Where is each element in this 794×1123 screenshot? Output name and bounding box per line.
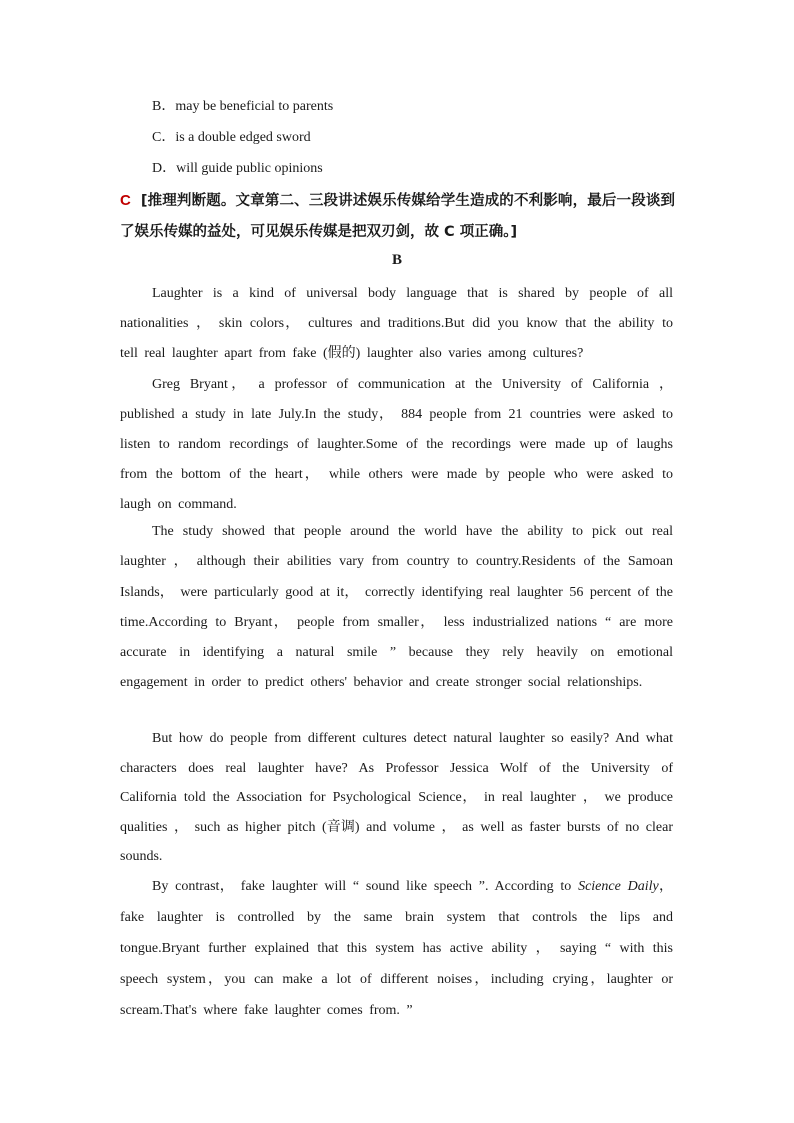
paragraph-2: Greg Bryant， a professor of communication at the University of California ， published a study in late July.In the study， 884 people from 21 countries were asked to listen to random recordings of laughter.Some of the recordings were made up of laughs from the bottom of the heart， while others were made by people who were asked to laugh on command. — [120, 377, 673, 512]
option-d: D．will guide public opinions — [152, 161, 323, 176]
answer-explanation: [推理判断题。文章第二、三段讲述娱乐传媒给学生造成的不利影响，最后一段谈到了娱乐传媒的益处，可见娱乐传媒是把双刃剑，故 C 项正确。] — [120, 193, 675, 240]
paragraph-3: The study showed that people around the world have the ability to pick out real laughter ， although their abilities vary from country to country.Residents of the Samoan Islands， were particularly good at it， correctly identifying real laughter 56 percent of the time.According to Bryant， people from smaller， less industrialized nations “ are more accurate in identifying a natural smile ” because they rely heavily on emotional engagement in order to predict others' behavior and create stronger social relationships. — [120, 524, 673, 691]
paragraph-4: But how do people from different cultures detect natural laughter so easily? And what characters does real laughter have? As Professor Jessica Wolf of the University of California told the Association for Psychological Science， in real laughter ， we produce qualities ， such as higher pitch (音调) and volume ， as well as faster bursts of no clear sounds. — [120, 731, 673, 864]
option-c: C．is a double edged sword — [152, 130, 311, 145]
section-heading: B — [391, 252, 402, 268]
source-title: Science Daily — [578, 879, 659, 894]
paragraph-1: Laughter is a kind of universal body language that is shared by people of all nationalities ， skin colors， cultures and traditions.But did you know that the ability to tell real laughter apart from fake (假的) laughter also varies among cultures? — [120, 286, 673, 361]
paragraph-5 — [120, 871, 673, 1026]
paragraph-5-text: By contrast， fake laughter will “ sound like speech ”. According to Science Daily， fake laughter is controlled by the same brain system that controls the lips and tongue.Bryant further explained that this system has active ability ， saying “ with this speech system，you can make a lot of different noises，including crying，laughter or scream.That's where fake laughter comes from. ” — [120, 879, 674, 1018]
answer-letter: C — [120, 192, 131, 209]
option-b: B．may be beneficial to parents — [152, 99, 334, 114]
answer-block — [120, 185, 675, 248]
